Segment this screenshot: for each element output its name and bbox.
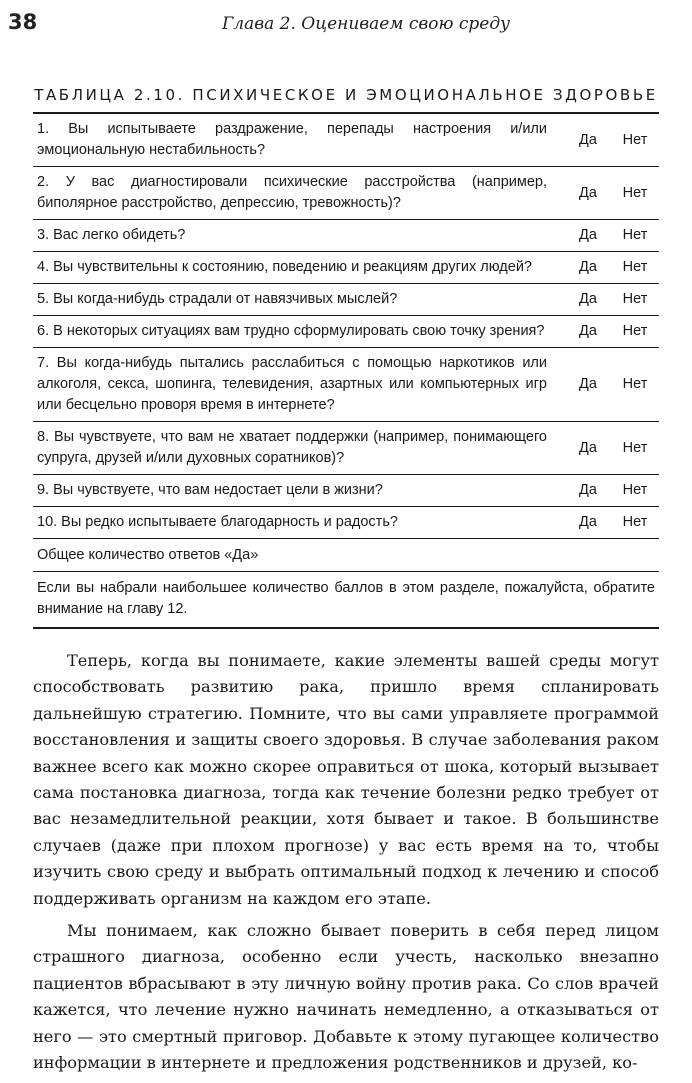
question-text: 5. Вы когда-нибудь страдали от навязчивых мыслей? <box>37 291 398 307</box>
yes-option: Да <box>579 482 597 498</box>
question-text: 4. Вы чувствительны к состоянию, поведению и реакциям других людей? <box>37 259 532 275</box>
paragraph: Теперь, когда вы понимаете, какие элементы вашей среды могут способствовать развитию рака, пришло время спланировать дальнейшую стратегию. Помните, что вы сами управляете программой восстановления и защиты своего здоровья. В случае заболевания раком важнее всего как можно скорее оправиться от шока, который вызывает сама постановка диагноза, тогда как течение болезни редко требует от вас незамедлительной реакции, хотя бывает и такое. В большинстве случаев (даже при плохом прогнозе) у вас есть время на то, чтобы изучить свою среду и выбрать оптимальный подход к лечению и способ поддерживать организм на каждом его этапе. <box>33 651 659 908</box>
yes-option: Да <box>579 227 597 243</box>
no-option: Нет <box>622 291 648 307</box>
no-option: Нет <box>622 131 648 148</box>
no-option: Нет <box>622 184 648 201</box>
question-text: 6. В некоторых ситуациях вам трудно сформулировать свою точку зрения? <box>37 323 545 339</box>
no-option: Нет <box>622 439 648 456</box>
question-text: 3. Вас легко обидеть? <box>37 227 186 243</box>
question-text: 8. Вы чувствуете, что вам не хватает поддержки (например, понимающего супруга, друзей и/или духовных соратников)? <box>37 429 547 466</box>
yes-option: Да <box>579 439 597 456</box>
yes-option: Да <box>579 514 597 530</box>
question-text: 2. У вас диагностировали психические расстройства (например, биполярное расстройство, депрессию, тревожность)? <box>37 174 547 211</box>
table-row <box>33 284 659 316</box>
questionnaire-table <box>33 86 659 629</box>
table-title: ТАБЛИЦА 2.10. ПСИХИЧЕСКОЕ И ЭМОЦИОНАЛЬНОЕ ЗДОРОВЬЕ <box>33 86 659 114</box>
yes-option: Да <box>579 323 597 339</box>
table-row <box>33 475 659 507</box>
question-text: 9. Вы чувствуете, что вам недостает цели в жизни? <box>37 482 383 498</box>
yes-option: Да <box>579 376 597 392</box>
page-number: 38 <box>8 10 38 34</box>
question-text: 1. Вы испытываете раздражение, перепады настроения и/или эмоциональную нестабильность? <box>37 121 547 158</box>
table-row <box>33 507 659 539</box>
no-option: Нет <box>622 514 648 530</box>
table-row <box>33 167 659 220</box>
yes-option: Да <box>579 184 597 201</box>
table-row <box>33 114 659 167</box>
table-row <box>33 252 659 284</box>
yes-option: Да <box>579 259 597 275</box>
no-option: Нет <box>622 376 648 392</box>
table-row <box>33 348 659 422</box>
table-row <box>33 316 659 348</box>
question-text: 10. Вы редко испытываете благодарность и радость? <box>37 514 398 530</box>
yes-option: Да <box>579 131 597 148</box>
no-option: Нет <box>622 323 648 339</box>
running-head: Глава 2. Оцениваем свою среду <box>222 14 510 34</box>
question-text: 7. Вы когда-нибудь пытались расслабиться с помощью наркотиков или алкоголя, секса, шопинга, телевидения, азартных или компьютерных игр или бесцельно проворя время в интернете? <box>37 355 547 413</box>
table-note: Если вы набрали наибольшее количество баллов в этом разделе, пожалуйста, обратите внимание на главу 12. <box>33 572 659 629</box>
table-row <box>33 422 659 475</box>
no-option: Нет <box>622 259 648 275</box>
total-yes-row: Общее количество ответов «Да» <box>33 539 659 572</box>
no-option: Нет <box>622 227 648 243</box>
paragraph: Мы понимаем, как сложно бывает поверить в себя перед лицом страшного диагноза, особенно если учесть, насколько внезапно пациентов вбрасывают в эту личную войну против рака. Со слов врачей кажется, что лечение нужно начинать немедленно, а отказываться от него — это смертный приговор. Добавьте к этому пугающее количество информации в интернете и предложения родственников и друзей, ко- <box>33 921 659 1073</box>
body-text <box>33 648 659 1083</box>
table-row <box>33 220 659 252</box>
yes-option: Да <box>579 291 597 307</box>
no-option: Нет <box>622 482 648 498</box>
